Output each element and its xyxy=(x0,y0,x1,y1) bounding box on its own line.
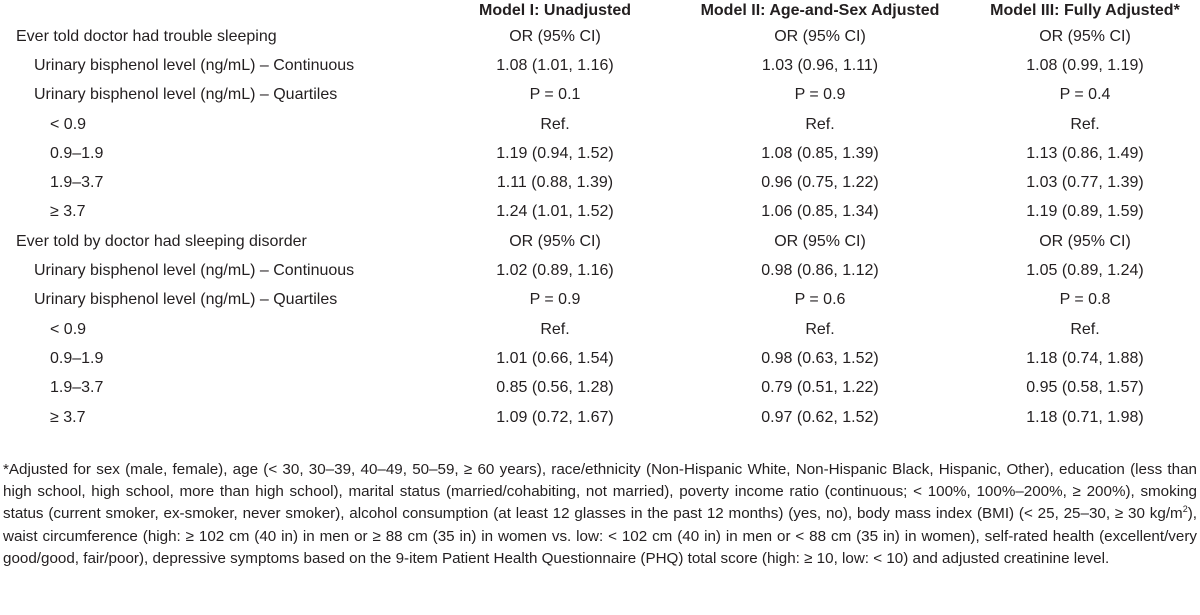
cell-model-2: 0.96 (0.75, 1.22) xyxy=(761,174,879,192)
table-row xyxy=(0,168,1200,197)
cell-model-3: Ref. xyxy=(1070,320,1100,338)
cell-model-2: 1.03 (0.96, 1.11) xyxy=(761,56,879,74)
cell-model-3: Ref. xyxy=(1070,115,1100,133)
table-row xyxy=(0,22,1200,51)
header-blank xyxy=(0,0,440,22)
table-row xyxy=(0,374,1200,403)
cell-model-3: 1.19 (0.89, 1.59) xyxy=(1026,203,1144,221)
cell-model-1: 1.08 (1.01, 1.16) xyxy=(496,56,614,74)
cell-model-3: 1.03 (0.77, 1.39) xyxy=(1026,174,1144,192)
table-row xyxy=(0,256,1200,285)
header-model-3: Model III: Fully Adjusted* xyxy=(990,2,1180,19)
table-row xyxy=(0,110,1200,139)
table-row xyxy=(0,51,1200,80)
header-model-2: Model II: Age-and-Sex Adjusted xyxy=(700,2,940,19)
cell-model-1: OR (95% CI) xyxy=(509,232,601,250)
cell-model-1: Ref. xyxy=(540,115,570,133)
cell-model-2: P = 0.9 xyxy=(794,86,846,104)
footnote-text-part-1: *Adjusted for sex (male, female), age (< 30, 30–39, 40–49, 50–59, ≥ 60 years), race/ethnicity (Non-Hispanic White, Non-Hispanic Black, Hispanic, Other), education (less than high school, high school, more than high school), marital status (married/cohabiting, not married), poverty income ratio (continuous; < 100%, 100%–200%, ≥ 200%), smoking status (current smoker, ex-smoker, never smoker), alcohol consumption (at least 12 glasses in the past 12 months) (yes, no), body mass index (BMI) (< 25, 25–30, ≥ 30 kg/m xyxy=(3,461,1197,523)
row-label: 0.9–1.9 xyxy=(50,144,104,162)
table-row xyxy=(0,344,1200,373)
cell-model-3: 0.95 (0.58, 1.57) xyxy=(1026,379,1144,397)
row-label: 1.9–3.7 xyxy=(50,379,104,397)
cell-model-1: 0.85 (0.56, 1.28) xyxy=(496,379,614,397)
footnote-superscript: 2 xyxy=(1182,504,1188,515)
cell-model-2: Ref. xyxy=(805,320,835,338)
row-label: ≥ 3.7 xyxy=(50,203,86,221)
cell-model-1: 1.24 (1.01, 1.52) xyxy=(496,203,614,221)
row-label: Urinary bisphenol level (ng/mL) – Quartiles xyxy=(34,291,338,309)
row-label: Urinary bisphenol level (ng/mL) – Quartiles xyxy=(34,86,338,104)
cell-model-3: OR (95% CI) xyxy=(1039,27,1131,45)
row-label: 1.9–3.7 xyxy=(50,174,104,192)
cell-model-2: OR (95% CI) xyxy=(774,27,866,45)
table-row xyxy=(0,139,1200,168)
footnote-text-part-2: ), waist circumference (high: ≥ 102 cm (40 in) in men or ≥ 88 cm (35 in) in women vs. low: < 102 cm (40 in) in men or < 88 cm (35 in) in women), self-rated health (excellent/very good/good, fair/poor), depressive symptoms based on the 9-item Patient Health Questionnaire (PHQ) total score (high: ≥ 10, low: < 10) and adjusted creatinine level. xyxy=(3,505,1197,567)
row-label: < 0.9 xyxy=(50,320,87,338)
cell-model-1: OR (95% CI) xyxy=(509,27,601,45)
table-row xyxy=(0,227,1200,256)
row-label: Ever told doctor had trouble sleeping xyxy=(16,27,277,45)
cell-model-3: P = 0.8 xyxy=(1059,291,1111,309)
cell-model-3: OR (95% CI) xyxy=(1039,232,1131,250)
cell-model-2: 1.08 (0.85, 1.39) xyxy=(761,144,879,162)
cell-model-1: 1.11 (0.88, 1.39) xyxy=(496,174,614,192)
cell-model-3: 1.08 (0.99, 1.19) xyxy=(1026,56,1144,74)
header-model-1: Model I: Unadjusted xyxy=(479,2,631,19)
cell-model-1: P = 0.1 xyxy=(529,86,581,104)
cell-model-2: 0.97 (0.62, 1.52) xyxy=(761,408,879,426)
cell-model-3: 1.05 (0.89, 1.24) xyxy=(1026,262,1144,280)
cell-model-1: 1.19 (0.94, 1.52) xyxy=(496,144,614,162)
cell-model-3: P = 0.4 xyxy=(1059,86,1111,104)
row-label: Ever told by doctor had sleeping disorder xyxy=(16,232,307,250)
cell-model-3: 1.13 (0.86, 1.49) xyxy=(1026,144,1144,162)
table-row xyxy=(0,315,1200,344)
cell-model-1: P = 0.9 xyxy=(529,291,581,309)
table-row xyxy=(0,403,1200,432)
cell-model-1: Ref. xyxy=(540,320,570,338)
cell-model-2: Ref. xyxy=(805,115,835,133)
row-label: ≥ 3.7 xyxy=(50,408,86,426)
footnote xyxy=(3,459,1197,570)
row-label: < 0.9 xyxy=(50,115,87,133)
table-row xyxy=(0,198,1200,227)
cell-model-3: 1.18 (0.74, 1.88) xyxy=(1026,349,1144,367)
row-label: Urinary bisphenol level (ng/mL) – Continuous xyxy=(34,262,355,280)
table-row xyxy=(0,286,1200,315)
cell-model-1: 1.02 (0.89, 1.16) xyxy=(496,262,614,280)
table-row xyxy=(0,81,1200,110)
row-label: Urinary bisphenol level (ng/mL) – Continuous xyxy=(34,56,355,74)
cell-model-2: 0.79 (0.51, 1.22) xyxy=(761,379,879,397)
header-row xyxy=(0,0,1200,22)
cell-model-2: 0.98 (0.86, 1.12) xyxy=(761,262,879,280)
cell-model-2: 0.98 (0.63, 1.52) xyxy=(761,349,879,367)
cell-model-2: P = 0.6 xyxy=(794,291,846,309)
cell-model-1: 1.09 (0.72, 1.67) xyxy=(496,408,614,426)
cell-model-1: 1.01 (0.66, 1.54) xyxy=(496,349,614,367)
cell-model-2: 1.06 (0.85, 1.34) xyxy=(761,203,879,221)
cell-model-3: 1.18 (0.71, 1.98) xyxy=(1026,408,1144,426)
table-body xyxy=(0,22,1200,432)
row-label: 0.9–1.9 xyxy=(50,349,104,367)
table-header xyxy=(0,0,1200,22)
cell-model-2: OR (95% CI) xyxy=(774,232,866,250)
